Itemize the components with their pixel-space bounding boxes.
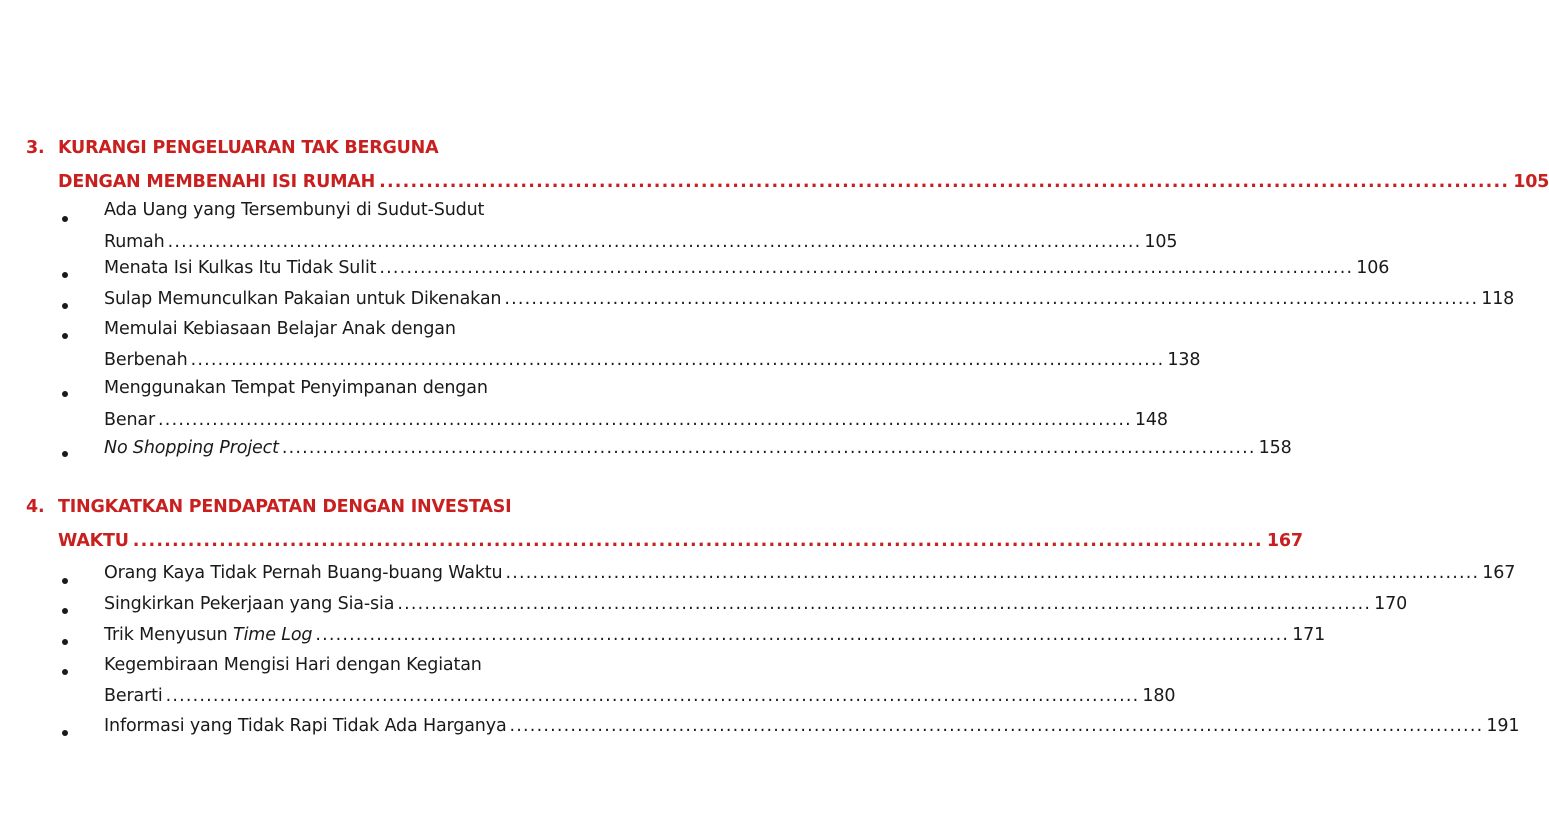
entry-title: Menggunakan Tempat Penyimpanan dengan bbox=[104, 378, 488, 398]
dot-leader: ................................................................................................................................................ bbox=[397, 594, 1372, 614]
chapter-title-line: KURANGI PENGELUARAN TAK BERGUNA bbox=[58, 138, 439, 158]
chapter-page-number: 105 bbox=[1513, 172, 1549, 192]
toc-entry[interactable] bbox=[104, 289, 1515, 309]
toc-entry[interactable] bbox=[104, 563, 1516, 583]
entry-title: Rumah bbox=[104, 232, 165, 252]
dot-leader: ................................................................................................................................................ bbox=[165, 686, 1140, 706]
entry-page-number: 191 bbox=[1486, 716, 1520, 736]
entry-page-number: 106 bbox=[1356, 258, 1390, 278]
entry-title: Sulap Memunculkan Pakaian untuk Dikenakan bbox=[104, 289, 502, 309]
entry-title bbox=[104, 625, 312, 645]
chapter-number: 3. bbox=[26, 138, 45, 158]
entry-title: Berbenah bbox=[104, 350, 188, 370]
dot-leader: ................................................................................................................................................ bbox=[167, 232, 1142, 252]
entry-title: Memulai Kebiasaan Belajar Anak dengan bbox=[104, 319, 456, 339]
chapter-3-heading bbox=[26, 138, 1549, 192]
dot-leader: ................................................................................................................................................ bbox=[158, 410, 1132, 430]
entry-page-number: 138 bbox=[1167, 350, 1201, 370]
entry-page-number: 148 bbox=[1134, 410, 1168, 430]
toc-entry[interactable] bbox=[104, 378, 550, 398]
dot-leader: ................................................................................................................................................ bbox=[190, 350, 1165, 370]
chapter-title-line: TINGKATKAN PENDAPATAN DENGAN INVESTASI bbox=[58, 497, 512, 517]
entry-page-number: 158 bbox=[1258, 438, 1292, 458]
dot-leader: ................................................................................................................................................ bbox=[281, 438, 1256, 458]
toc-entry[interactable] bbox=[104, 200, 550, 220]
entry-page-number: 180 bbox=[1142, 686, 1176, 706]
dot-leader: ................................................................................................................................................ bbox=[379, 172, 1510, 192]
bullet-icon bbox=[62, 730, 68, 736]
bullet-icon bbox=[62, 639, 68, 645]
entry-title: Berarti bbox=[104, 686, 163, 706]
chapter-page-number: 167 bbox=[1266, 531, 1303, 551]
dot-leader: ................................................................................................................................................ bbox=[509, 716, 1484, 736]
chapter-title-line: DENGAN MEMBENAHI ISI RUMAH bbox=[58, 172, 376, 192]
entry-page-number: 171 bbox=[1292, 625, 1326, 645]
entry-title: Singkirkan Pekerjaan yang Sia-sia bbox=[104, 594, 395, 614]
entry-page-number: 105 bbox=[1144, 232, 1178, 252]
chapter-number: 4. bbox=[26, 497, 45, 517]
entry-title: Benar bbox=[104, 410, 156, 430]
bullet-icon bbox=[62, 578, 68, 584]
entry-title: Ada Uang yang Tersembunyi di Sudut-Sudut bbox=[104, 200, 485, 220]
bullet-icon bbox=[62, 608, 68, 614]
bullet-icon bbox=[62, 272, 68, 278]
dot-leader: ................................................................................................................................................ bbox=[132, 531, 1263, 551]
toc-entry[interactable] bbox=[104, 716, 1520, 736]
toc-entry-continued[interactable] bbox=[104, 232, 1178, 252]
toc-entry[interactable] bbox=[104, 438, 1292, 458]
toc-entry[interactable] bbox=[104, 319, 550, 339]
entry-title: Menata Isi Kulkas Itu Tidak Sulit bbox=[104, 258, 377, 278]
entry-title-prefix: Trik Menyusun bbox=[104, 625, 234, 645]
toc-entry[interactable] bbox=[104, 625, 1326, 645]
toc-entry[interactable] bbox=[104, 258, 1390, 278]
toc-entry-continued[interactable] bbox=[104, 350, 1201, 370]
bullet-icon bbox=[62, 669, 68, 675]
bullet-icon bbox=[62, 216, 68, 222]
dot-leader: ................................................................................................................................................ bbox=[379, 258, 1354, 278]
toc-entry-continued[interactable] bbox=[104, 686, 1176, 706]
dot-leader: ................................................................................................................................................ bbox=[505, 563, 1480, 583]
chapter-4-heading bbox=[26, 497, 1303, 553]
bullet-icon bbox=[62, 451, 68, 457]
toc-entry-continued[interactable] bbox=[104, 410, 1168, 430]
entry-title: Orang Kaya Tidak Pernah Buang-buang Waktu bbox=[104, 563, 503, 583]
entry-page-number: 118 bbox=[1481, 289, 1515, 309]
dot-leader: ................................................................................................................................................ bbox=[504, 289, 1479, 309]
dot-leader: ................................................................................................................................................ bbox=[315, 625, 1290, 645]
toc-entry[interactable] bbox=[104, 655, 550, 675]
toc-entry[interactable] bbox=[104, 594, 1408, 614]
bullet-icon bbox=[62, 333, 68, 339]
entry-title: No Shopping Project bbox=[104, 438, 279, 458]
chapter-title-line: WAKTU bbox=[58, 531, 129, 551]
entry-page-number: 167 bbox=[1482, 563, 1516, 583]
bullet-icon bbox=[62, 303, 68, 309]
entry-title: Informasi yang Tidak Rapi Tidak Ada Harganya bbox=[104, 716, 507, 736]
entry-page-number: 170 bbox=[1374, 594, 1408, 614]
entry-title: Kegembiraan Mengisi Hari dengan Kegiatan bbox=[104, 655, 482, 675]
entry-title-italic: Time Log bbox=[233, 625, 313, 645]
bullet-icon bbox=[62, 391, 68, 397]
